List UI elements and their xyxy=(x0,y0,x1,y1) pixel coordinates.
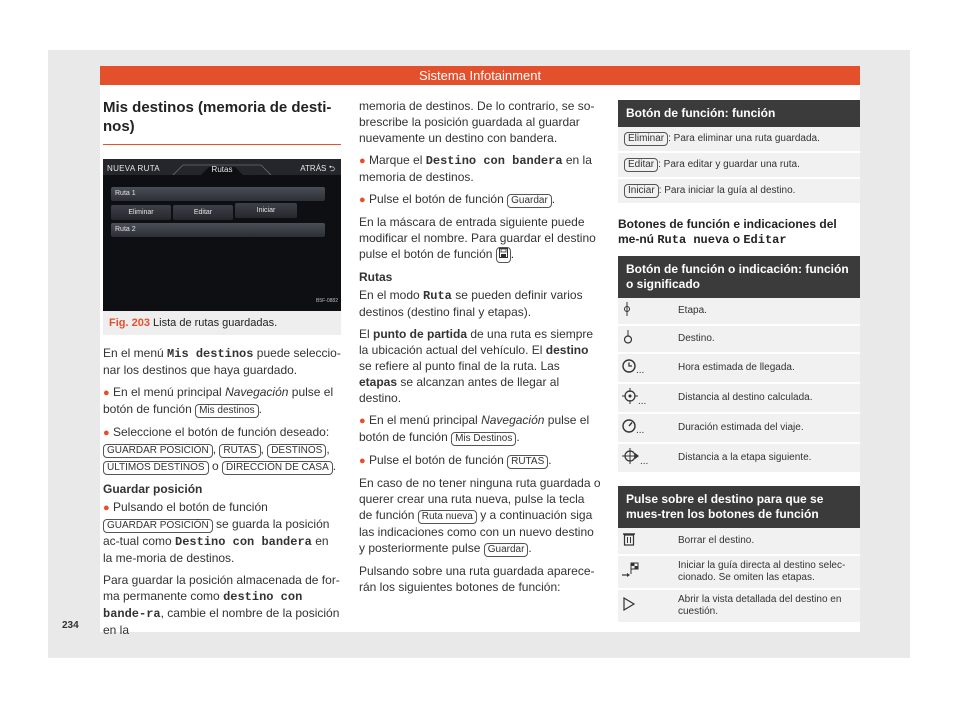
back-button[interactable]: ATRÁS ⮌ xyxy=(300,164,335,173)
bullet-icon: ● xyxy=(103,387,110,399)
bullet-item: ● Seleccione el botón de función deseado: GUARDAR POSICIÓN , RUTAS , DESTINOS , ÚLTIMOS DESTINOS o DIRECCIÓN DE CASA . xyxy=(103,425,337,473)
bullet-item xyxy=(103,499,341,566)
term: punto de partida xyxy=(373,327,468,341)
table-row xyxy=(618,413,860,443)
route-row-2[interactable]: Ruta 2 xyxy=(111,223,325,237)
table-row xyxy=(618,127,860,152)
function-button-label: GUARDAR POSICIÓN xyxy=(103,519,213,533)
icon-suffix: ... xyxy=(636,425,645,436)
text: En el menú principal xyxy=(369,413,482,427)
text: En la máscara de entrada siguiente puede modificar el nombre. Para guardar el destino pulse el botón de función xyxy=(359,215,596,261)
save-icon xyxy=(496,247,511,263)
text: Pulse el botón de función xyxy=(369,453,508,467)
table-cell-text: : Para iniciar la guía al destino. xyxy=(658,185,796,196)
menu-name: Ruta nueva xyxy=(657,233,730,247)
text: Marque el xyxy=(369,153,426,167)
table-cell-text: Distancia a la etapa siguiente. xyxy=(672,443,860,473)
page-number: 234 xyxy=(62,620,79,631)
menu-name: Mis destinos xyxy=(167,347,254,361)
text: Pulse el botón de función xyxy=(369,192,508,206)
menu-name: destino con bande-ra xyxy=(103,590,303,621)
function-table-1 xyxy=(618,100,860,205)
infotainment-screen xyxy=(103,159,341,311)
route-row-1[interactable]: Ruta 1 xyxy=(111,187,325,201)
text: El xyxy=(359,327,374,341)
table-header: Botón de función o indicación: función o significado xyxy=(618,256,860,298)
function-button-label: Iniciar xyxy=(624,184,659,198)
new-route-button[interactable]: NUEVA RUTA xyxy=(107,164,160,173)
table-row xyxy=(618,528,860,555)
play-icon xyxy=(622,603,636,614)
intro-paragraph xyxy=(103,345,341,378)
function-button-label: Mis Destinos xyxy=(451,432,516,446)
section-heading xyxy=(618,217,860,248)
text: pulse el botón de función xyxy=(103,385,334,416)
figure-number: Fig. 203 xyxy=(109,317,150,329)
column-3 xyxy=(618,100,860,624)
function-button-label: DIRECCIÓN DE CASA xyxy=(222,461,333,475)
menu-name: Navegación xyxy=(225,385,289,399)
menu-name: Ruta xyxy=(423,289,452,303)
table-row xyxy=(618,589,860,623)
crosshair-arrow-icon xyxy=(622,456,640,467)
text: en la memoria de destinos. xyxy=(359,153,592,184)
function-button-label: DESTINOS xyxy=(267,444,326,458)
bullet-icon: ● xyxy=(359,194,366,206)
text: En el menú xyxy=(103,346,168,360)
paragraph: memoria de destinos. De lo contrario, se so-brescribe la posición guardada al guardar nuevamente un destino con bandera. xyxy=(359,99,595,145)
table-cell-text: Etapa. xyxy=(672,298,860,325)
menu-name: Editar xyxy=(743,233,787,247)
bullet-icon: ● xyxy=(359,415,366,427)
function-button-label: Eliminar xyxy=(624,132,668,146)
table-cell-text: : Para eliminar una ruta guardada. xyxy=(668,133,820,144)
text: de una ruta es siempre la ubicación actual del vehículo. El xyxy=(359,327,594,357)
function-button-label: Editar xyxy=(624,158,658,172)
bullet-icon: ● xyxy=(359,155,366,167)
section-header: Sistema Infotainment xyxy=(100,66,860,85)
column-1 xyxy=(103,98,341,644)
section-heading: Mis destinos (memoria de desti-nos) xyxy=(103,98,341,145)
figure-caption xyxy=(103,311,341,335)
text: o xyxy=(729,232,744,246)
text: Botones de función e indicaciones del me-nú xyxy=(618,217,837,246)
table-row xyxy=(618,443,860,473)
paragraph xyxy=(103,572,341,638)
flag-arrow-icon xyxy=(622,570,640,581)
waypoint-icon xyxy=(622,308,632,319)
paragraph: En caso de no tener ninguna ruta guardada o querer crear una ruta nueva, pulse la tecla de función Ruta nueva y a continuación siga las indicaciones como con un nuevo destino y posteriormente pulse Guardar . xyxy=(359,476,601,555)
table-row xyxy=(618,298,860,325)
menu-name: Navegación xyxy=(481,413,545,427)
table-cell-text: Duración estimada del viaje. xyxy=(672,413,860,443)
table-cell-text: Iniciar la guía directa al destino selec-cionado. Se omiten las etapas. xyxy=(672,555,860,589)
table-cell-text: Distancia al destino calculada. xyxy=(672,383,860,413)
start-button[interactable]: Iniciar xyxy=(235,203,297,218)
function-table-3 xyxy=(618,486,860,624)
function-button-label: Mis destinos xyxy=(195,404,259,418)
bullet-item: ● Pulse el botón de función Guardar . xyxy=(359,192,556,206)
text: o xyxy=(208,459,222,473)
stopwatch-icon xyxy=(622,425,636,436)
function-button-label: RUTAS xyxy=(507,455,548,469)
text: Pulsando el botón de función xyxy=(113,500,268,514)
subheading: Rutas xyxy=(359,270,393,284)
function-button-label: RUTAS xyxy=(219,444,260,458)
table-cell-text: Destino. xyxy=(672,325,860,353)
paragraph: En la máscara de entrada siguiente puede modificar el nombre. Para guardar el destino pulse el botón de función . xyxy=(359,215,596,261)
text: En el modo xyxy=(359,288,424,302)
bullet-item: ● En el menú principal Navegación pulse el botón de función Mis destinos . xyxy=(103,385,334,416)
menu-name: Destino con bandera xyxy=(175,535,312,549)
function-button-label: GUARDAR POSICIÓN xyxy=(103,444,213,458)
table-cell-text: : Para editar y guardar una ruta. xyxy=(658,159,800,170)
trash-icon xyxy=(622,538,636,549)
paragraph: Pulsando sobre una ruta guardada aparece-rán los siguientes botones de función: xyxy=(359,564,595,594)
edit-button[interactable]: Editar xyxy=(173,205,233,220)
function-button-label: ÚLTIMOS DESTINOS xyxy=(103,461,209,475)
table-cell-text: Borrar el destino. xyxy=(672,528,860,555)
text: en la me-moria de destinos. xyxy=(103,534,329,565)
icon-suffix: ... xyxy=(638,396,647,407)
crosshair-icon xyxy=(622,396,638,407)
bullet-icon: ● xyxy=(103,427,110,439)
text: y a continuación siga las indicaciones como con un nuevo destino y posteriormente pulse xyxy=(359,508,594,555)
bullet-item: ● Pulse el botón de función RUTAS . xyxy=(359,453,552,467)
function-button-label: Guardar xyxy=(507,194,552,208)
image-code: B5F-0882 xyxy=(316,298,338,304)
destination-icon xyxy=(622,336,634,347)
bullet-icon: ● xyxy=(359,455,366,467)
text: puede seleccio-nar los destinos que haya guardado. xyxy=(103,346,341,377)
text: se refiere al punto final de la ruta. Las xyxy=(359,359,560,373)
text: se alcanzan antes de llegar al destino. xyxy=(359,375,560,405)
text: Seleccione el botón de función deseado: xyxy=(113,425,330,439)
subheading: Guardar posición xyxy=(103,482,203,496)
text: pulse el botón de función xyxy=(359,413,590,444)
column-2 xyxy=(359,98,601,601)
bullet-icon: ● xyxy=(103,502,110,514)
text: En caso de no tener ninguna ruta guardada o querer crear una ruta nueva, pulse la tecla de función xyxy=(359,476,601,522)
table-cell-text: Abrir la vista detallada del destino en cuestión. xyxy=(672,589,860,623)
menu-name: Destino con bandera xyxy=(425,154,563,168)
icon-suffix: ... xyxy=(640,456,649,467)
text: , cambie el nombre de la posición en la xyxy=(103,606,340,637)
paragraph xyxy=(359,287,601,320)
term: etapas xyxy=(359,375,398,389)
paragraph xyxy=(359,326,601,406)
text: En el menú principal xyxy=(113,385,226,399)
delete-button[interactable]: Eliminar xyxy=(111,205,171,220)
text: se pueden definir varios destinos (destino final y etapas). xyxy=(359,288,583,319)
text: se guarda la posición ac-tual como xyxy=(103,517,330,548)
figure-caption-text: Lista de rutas guardadas. xyxy=(153,317,278,329)
bullet-item xyxy=(359,152,601,185)
table-row xyxy=(618,178,860,204)
figure-203 xyxy=(103,159,341,335)
screen-title: Rutas xyxy=(211,165,233,174)
table-header: Botón de función: función xyxy=(618,100,860,127)
table-header: Pulse sobre el destino para que se mues-tren los botones de función xyxy=(618,486,860,528)
icon-suffix: ... xyxy=(636,365,645,376)
bullet-item: ● En el menú principal Navegación pulse el botón de función Mis Destinos . xyxy=(359,413,590,444)
table-row xyxy=(618,383,860,413)
text: Para guardar la posición almacenada de for-ma permanente como xyxy=(103,573,340,603)
table-row xyxy=(618,152,860,178)
table-row xyxy=(618,353,860,383)
function-button-label: Guardar xyxy=(484,543,529,557)
term: destino xyxy=(545,343,589,357)
table-cell-text: Hora estimada de llegada. xyxy=(672,353,860,383)
clock-icon xyxy=(622,365,636,376)
table-row xyxy=(618,325,860,353)
function-table-2 xyxy=(618,256,860,474)
table-row xyxy=(618,555,860,589)
function-button-label: Ruta nueva xyxy=(418,510,477,524)
